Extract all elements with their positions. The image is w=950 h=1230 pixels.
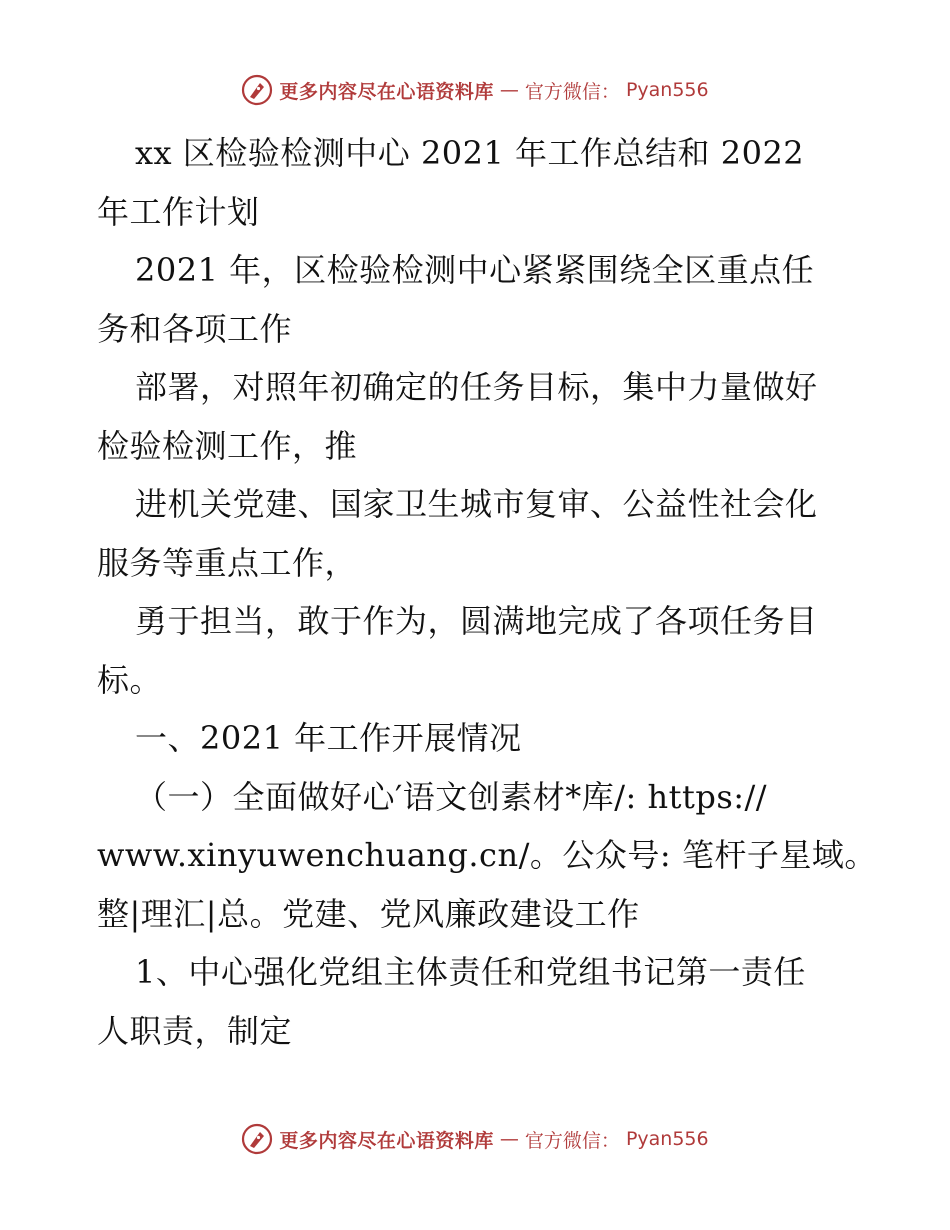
doc-subsection-heading: （一）全面做好心′语文创素材*库/: https:// [135, 777, 768, 816]
pen-nib-icon [241, 74, 273, 106]
doc-paragraph-line: 务和各项工作 [97, 309, 293, 348]
doc-paragraph-line: 人职责，制定 [97, 1011, 293, 1050]
doc-paragraph-line: 服务等重点工作， [97, 543, 358, 582]
doc-paragraph-line: 标。 [97, 660, 163, 699]
watermark-main-text: 更多内容尽在心语资料库 [279, 80, 494, 103]
pen-nib-icon [241, 1123, 273, 1155]
doc-title-line-2: 年工作计划 [97, 192, 260, 231]
doc-section-heading: 一、2021 年工作开展情况 [135, 719, 522, 757]
header-watermark [0, 74, 950, 106]
document-body [97, 124, 877, 1060]
doc-paragraph-line: 2021 年，区检验检测中心紧紧围绕全区重点任 [135, 251, 815, 289]
doc-paragraph-line: 整|理汇|总。党建、党风廉政建设工作 [97, 894, 640, 933]
doc-paragraph-line: 检验检测工作，推 [97, 426, 358, 465]
doc-paragraph-line: 1、中心强化党组主体责任和党组书记第一责任 [135, 953, 806, 991]
watermark-wechat-id: Pyan556 [625, 1128, 709, 1150]
watermark-official-label: 官方微信： [524, 80, 620, 103]
watermark-wechat-id: Pyan556 [625, 79, 709, 101]
doc-paragraph-line: 部署，对照年初确定的任务目标，集中力量做好 [135, 368, 818, 406]
doc-paragraph-line: 勇于担当，敢于作为，圆满地完成了各项任务目 [135, 602, 818, 640]
watermark-main-text: 更多内容尽在心语资料库 [279, 1129, 494, 1152]
doc-paragraph-line: www.xinyuwenchuang.cn/。公众号: 笔杆子星域。 [97, 836, 877, 874]
watermark-separator: — [499, 1128, 519, 1150]
doc-paragraph-line: 进机关党建、国家卫生城市复审、公益性社会化 [135, 485, 818, 523]
watermark-separator: — [499, 79, 519, 101]
footer-watermark [0, 1123, 950, 1155]
doc-title-line-1: xx 区检验检测中心 2021 年工作总结和 2022 [135, 134, 805, 172]
watermark-official-label: 官方微信： [524, 1129, 620, 1152]
